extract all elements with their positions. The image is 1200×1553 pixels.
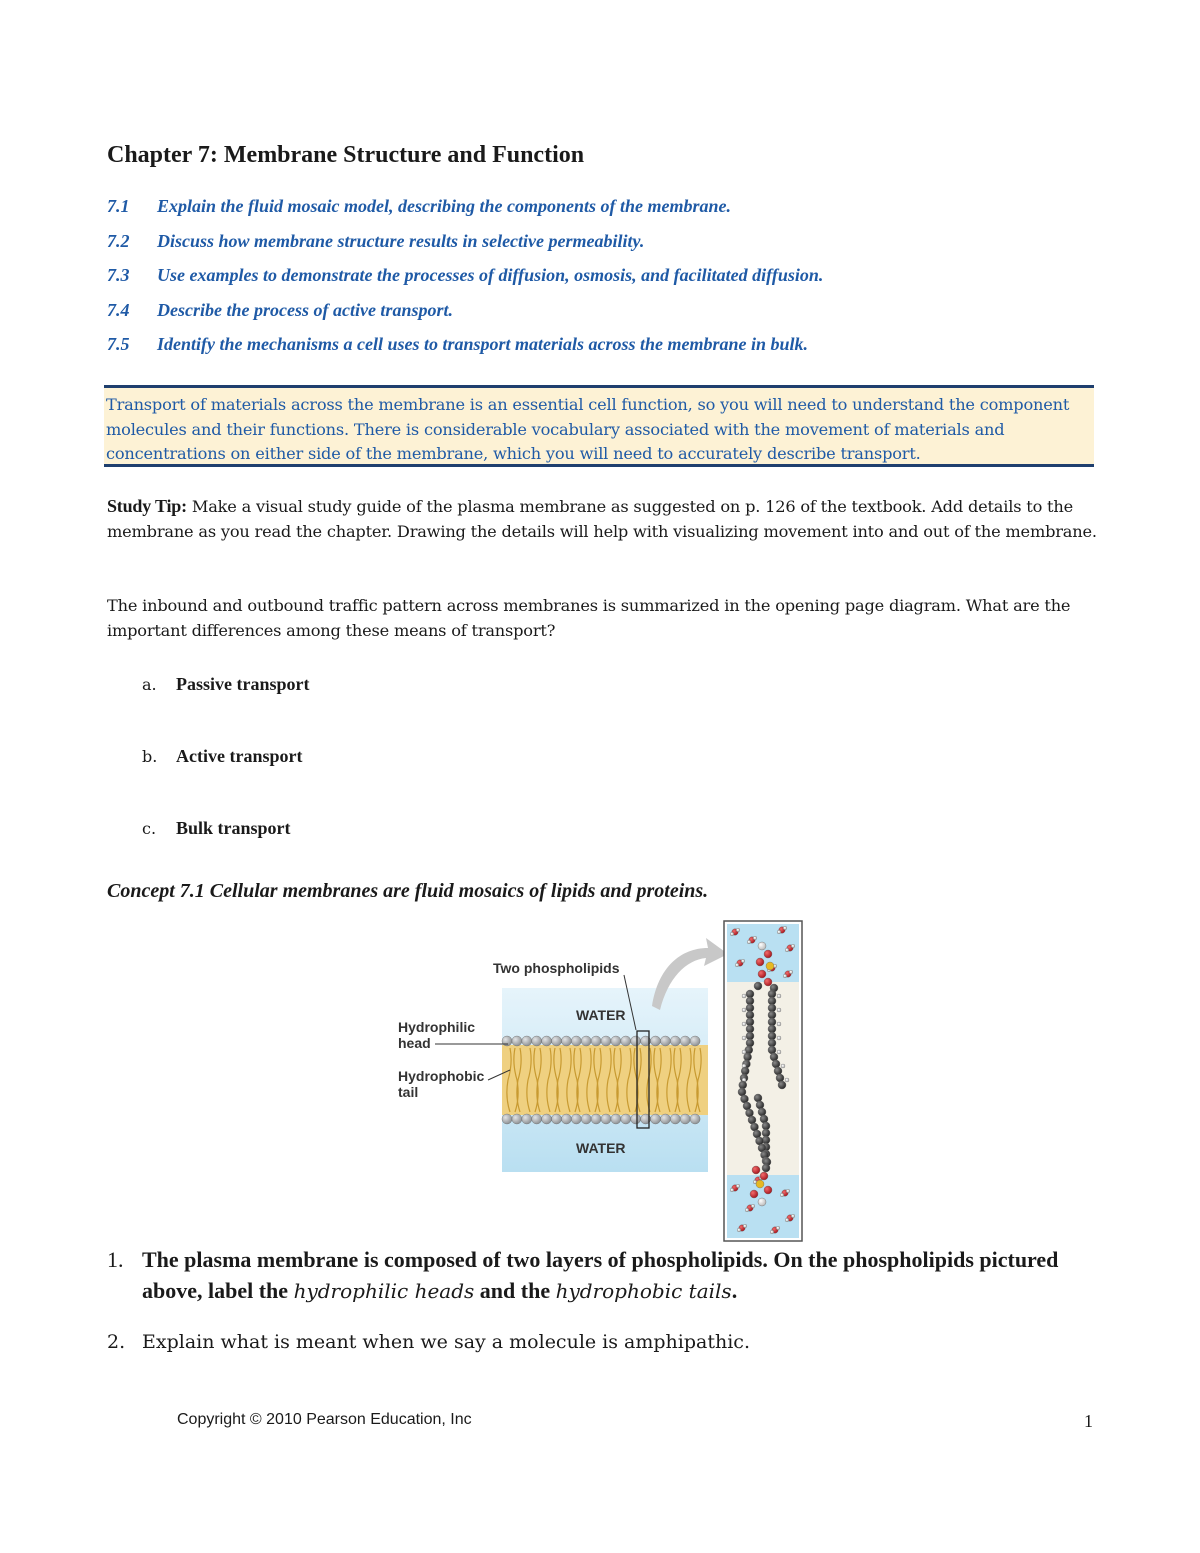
atom	[758, 970, 766, 978]
tail-hydrogen	[742, 994, 746, 998]
objective-item	[107, 231, 823, 266]
water-hydrogen	[780, 1193, 784, 1197]
question-term: hydrophilic heads	[293, 1279, 475, 1303]
tail-hydrogen	[777, 1022, 781, 1026]
phospholipid-head	[601, 1114, 611, 1124]
objective-item	[107, 334, 823, 369]
question-number: 2.	[107, 1331, 126, 1353]
tail-atom	[746, 1109, 754, 1117]
tail-hydrogen	[742, 1008, 746, 1012]
water-hydrogen	[791, 1214, 795, 1218]
phospholipid-head	[512, 1114, 522, 1124]
phospholipid-head	[651, 1114, 661, 1124]
tail-hydrogen	[785, 1078, 789, 1082]
tail-atom	[746, 1011, 754, 1019]
objective-text: Use examples to demonstrate the processes of diffusion, osmosis, and facilitated diffusion.	[157, 265, 824, 285]
tail-atom	[754, 1094, 762, 1102]
atom	[766, 962, 774, 970]
phospholipid-head	[621, 1036, 631, 1046]
water-hydrogen	[753, 936, 757, 940]
water-hydrogen	[737, 1228, 741, 1232]
water-hydrogen	[770, 1230, 774, 1234]
tail-atom	[768, 1011, 776, 1019]
label-hydrophilic	[398, 1019, 475, 1051]
study-tip	[107, 494, 1097, 544]
tail-atom	[768, 1046, 776, 1054]
water-hydrogen	[783, 926, 787, 930]
label-hydrophilic-line1: Hydrophilic	[398, 1019, 476, 1035]
tail-atom	[746, 990, 754, 998]
tail-atom	[744, 1053, 752, 1061]
water-hydrogen	[736, 928, 740, 932]
tail-atom	[739, 1081, 747, 1089]
phospholipid-head	[542, 1114, 552, 1124]
study-tip-text: Make a visual study guide of the plasma membrane as suggested on p. 126 of the textbook. Add details to the membrane as you read the chapter. Drawing the details will help with visualizing movement into and out of the membrane.	[107, 497, 1097, 541]
label-water-bottom: WATER	[576, 1140, 626, 1156]
atom	[758, 942, 766, 950]
callout-text: Transport of materials across the membrane is an essential cell function, so you will need to understand the component molecules and their functions. There is considerable vocabulary associated with the movement of materials and concentrations on either side of the membrane, which you will need to accurately describe transport.	[106, 395, 1070, 463]
tail-atom	[746, 1004, 754, 1012]
tail-hydrogen	[777, 1050, 781, 1054]
phospholipid-head	[631, 1036, 641, 1046]
question-text-part: and the	[474, 1278, 556, 1303]
tail-atom	[778, 1081, 786, 1089]
objective-item	[107, 300, 823, 335]
water-hydrogen	[785, 948, 789, 952]
atom	[764, 1186, 772, 1194]
tail-atom	[768, 997, 776, 1005]
phospholipid-head	[522, 1114, 532, 1124]
question-term: hydrophobic tails	[555, 1279, 732, 1303]
tail-atom	[741, 1095, 749, 1103]
question-text: Explain what is meant when we say a molecule is amphipathic.	[142, 1331, 750, 1353]
atom	[758, 1198, 766, 1206]
water-hydrogen	[785, 1218, 789, 1222]
tail-atom	[748, 1116, 756, 1124]
list-term: Active transport	[176, 746, 303, 766]
objective-text: Describe the process of active transport.	[157, 299, 453, 320]
question-text-part: The plasma membrane is composed of two layers of phospholipids. On the phospholipids pictured above, label the	[142, 1247, 1059, 1303]
water-hydrogen	[776, 1226, 780, 1230]
phospholipid-head	[670, 1114, 680, 1124]
tail-hydrogen	[777, 1036, 781, 1040]
intro-question: The inbound and outbound traffic pattern across membranes is summarized in the opening page diagram. What are the important differences among these means of transport?	[107, 596, 1071, 640]
objective-text: Discuss how membrane structure results in selective permeability.	[157, 230, 645, 251]
phospholipid-head	[552, 1114, 562, 1124]
page-number: 1	[1084, 1411, 1093, 1431]
phospholipid-head	[552, 1036, 562, 1046]
tail-atom	[753, 1130, 761, 1138]
phospholipid-head	[631, 1114, 641, 1124]
atom	[752, 1166, 760, 1174]
atom	[760, 1172, 768, 1180]
question-text-part: .	[731, 1278, 738, 1303]
tail-atom	[756, 1101, 764, 1109]
objective-number: 7.2	[107, 230, 130, 251]
list-item	[142, 674, 310, 695]
atom	[756, 958, 764, 966]
atom	[756, 1180, 764, 1188]
atom	[764, 978, 772, 986]
phospholipid-head	[670, 1036, 680, 1046]
phospholipid-head	[690, 1036, 700, 1046]
tail-atom	[774, 1067, 782, 1075]
phospholipid-head	[680, 1114, 690, 1124]
phospholipid-head	[542, 1036, 552, 1046]
concept-heading: Concept 7.1 Cellular membranes are fluid mosaics of lipids and proteins.	[107, 880, 709, 902]
objective-item	[107, 196, 823, 231]
phospholipid-bilayer-figure	[390, 918, 810, 1244]
phospholipid-head	[532, 1036, 542, 1046]
phospholipid-head	[591, 1114, 601, 1124]
list-item	[142, 746, 302, 767]
phospholipid-head	[522, 1036, 532, 1046]
phospholipid-head	[591, 1036, 601, 1046]
water-hydrogen	[786, 1189, 790, 1193]
tail-atom	[776, 1074, 784, 1082]
tail-atom	[762, 1164, 770, 1172]
phospholipid-head	[581, 1036, 591, 1046]
tail-hydrogen	[742, 1050, 746, 1054]
tail-atom	[768, 1004, 776, 1012]
water-hydrogen	[747, 940, 751, 944]
list-letter: a.	[142, 675, 157, 694]
tail-hydrogen	[742, 1022, 746, 1026]
phospholipid-head	[611, 1114, 621, 1124]
phospholipid-head	[680, 1036, 690, 1046]
water-hydrogen	[745, 1208, 749, 1212]
phospholipid-head	[532, 1114, 542, 1124]
study-tip-label: Study Tip:	[107, 496, 187, 516]
question-1	[107, 1244, 1097, 1307]
tail-atom	[768, 990, 776, 998]
objective-number: 7.3	[107, 265, 130, 285]
phospholipid-head	[660, 1036, 670, 1046]
phospholipid-head	[621, 1114, 631, 1124]
tail-atom	[772, 1060, 780, 1068]
tail-hydrogen	[777, 994, 781, 998]
phospholipid-head	[690, 1114, 700, 1124]
label-hydrophobic-line1: Hydrophobic	[398, 1068, 485, 1084]
phospholipid-head	[561, 1114, 571, 1124]
tail-hydrogen	[781, 1064, 785, 1068]
callout-box	[104, 385, 1094, 467]
objective-item	[107, 265, 823, 300]
chapter-title: Chapter 7: Membrane Structure and Function	[107, 142, 585, 168]
atom	[764, 950, 772, 958]
phospholipid-head	[571, 1114, 581, 1124]
atom	[750, 1190, 758, 1198]
tail-atom	[770, 1053, 778, 1061]
objective-text: Explain the fluid mosaic model, describing the components of the membrane.	[157, 196, 732, 216]
phospholipid-head	[502, 1114, 512, 1124]
label-hydrophilic-line2: head	[398, 1035, 431, 1051]
water-hydrogen	[789, 970, 793, 974]
objective-text: Identify the mechanisms a cell uses to transport materials across the membrane in bulk.	[157, 334, 809, 354]
phospholipid-head	[581, 1114, 591, 1124]
label-hydrophobic	[398, 1068, 484, 1100]
water-hydrogen	[777, 930, 781, 934]
learning-objectives	[107, 196, 823, 369]
tail-atom	[758, 1108, 766, 1116]
label-hydrophobic-line2: tail	[398, 1084, 419, 1100]
label-two-phospholipids: Two phospholipids	[493, 960, 620, 976]
objective-number: 7.5	[107, 334, 130, 354]
tail-atom	[746, 1039, 754, 1047]
water-hydrogen	[730, 932, 734, 936]
water-hydrogen	[743, 1224, 747, 1228]
list-term: Bulk transport	[176, 818, 291, 838]
water-hydrogen	[730, 1188, 734, 1192]
phospholipid-head	[601, 1036, 611, 1046]
tail-atom	[751, 1123, 759, 1131]
water-hydrogen	[791, 944, 795, 948]
list-term: Passive transport	[176, 674, 310, 694]
tail-atom	[746, 997, 754, 1005]
water-hydrogen	[735, 963, 739, 967]
phospholipid-head	[611, 1036, 621, 1046]
tail-atom	[743, 1102, 751, 1110]
label-water-top: WATER	[576, 1007, 626, 1023]
question-2	[107, 1327, 1097, 1358]
phospholipid-head	[571, 1036, 581, 1046]
list-letter: c.	[142, 819, 157, 838]
copyright-footer: Copyright © 2010 Pearson Education, Inc	[177, 1411, 472, 1428]
objective-number: 7.1	[107, 196, 130, 216]
phospholipid-head	[660, 1114, 670, 1124]
question-number: 1.	[107, 1247, 124, 1272]
water-hydrogen	[741, 959, 745, 963]
tail-atom	[738, 1088, 746, 1096]
list-item	[142, 818, 291, 839]
phospholipid-head	[512, 1036, 522, 1046]
question-text	[142, 1244, 1097, 1307]
water-hydrogen	[736, 1184, 740, 1188]
water-hydrogen	[783, 974, 787, 978]
list-letter: b.	[142, 747, 158, 766]
tail-hydrogen	[777, 1008, 781, 1012]
tail-atom	[760, 1115, 768, 1123]
tail-atom	[756, 1137, 764, 1145]
atom	[754, 982, 762, 990]
phospholipid-head	[561, 1036, 571, 1046]
water-hydrogen	[751, 1204, 755, 1208]
tail-hydrogen	[742, 1036, 746, 1040]
tail-atom	[741, 1067, 749, 1075]
objective-number: 7.4	[107, 299, 130, 320]
phospholipid-head	[651, 1036, 661, 1046]
